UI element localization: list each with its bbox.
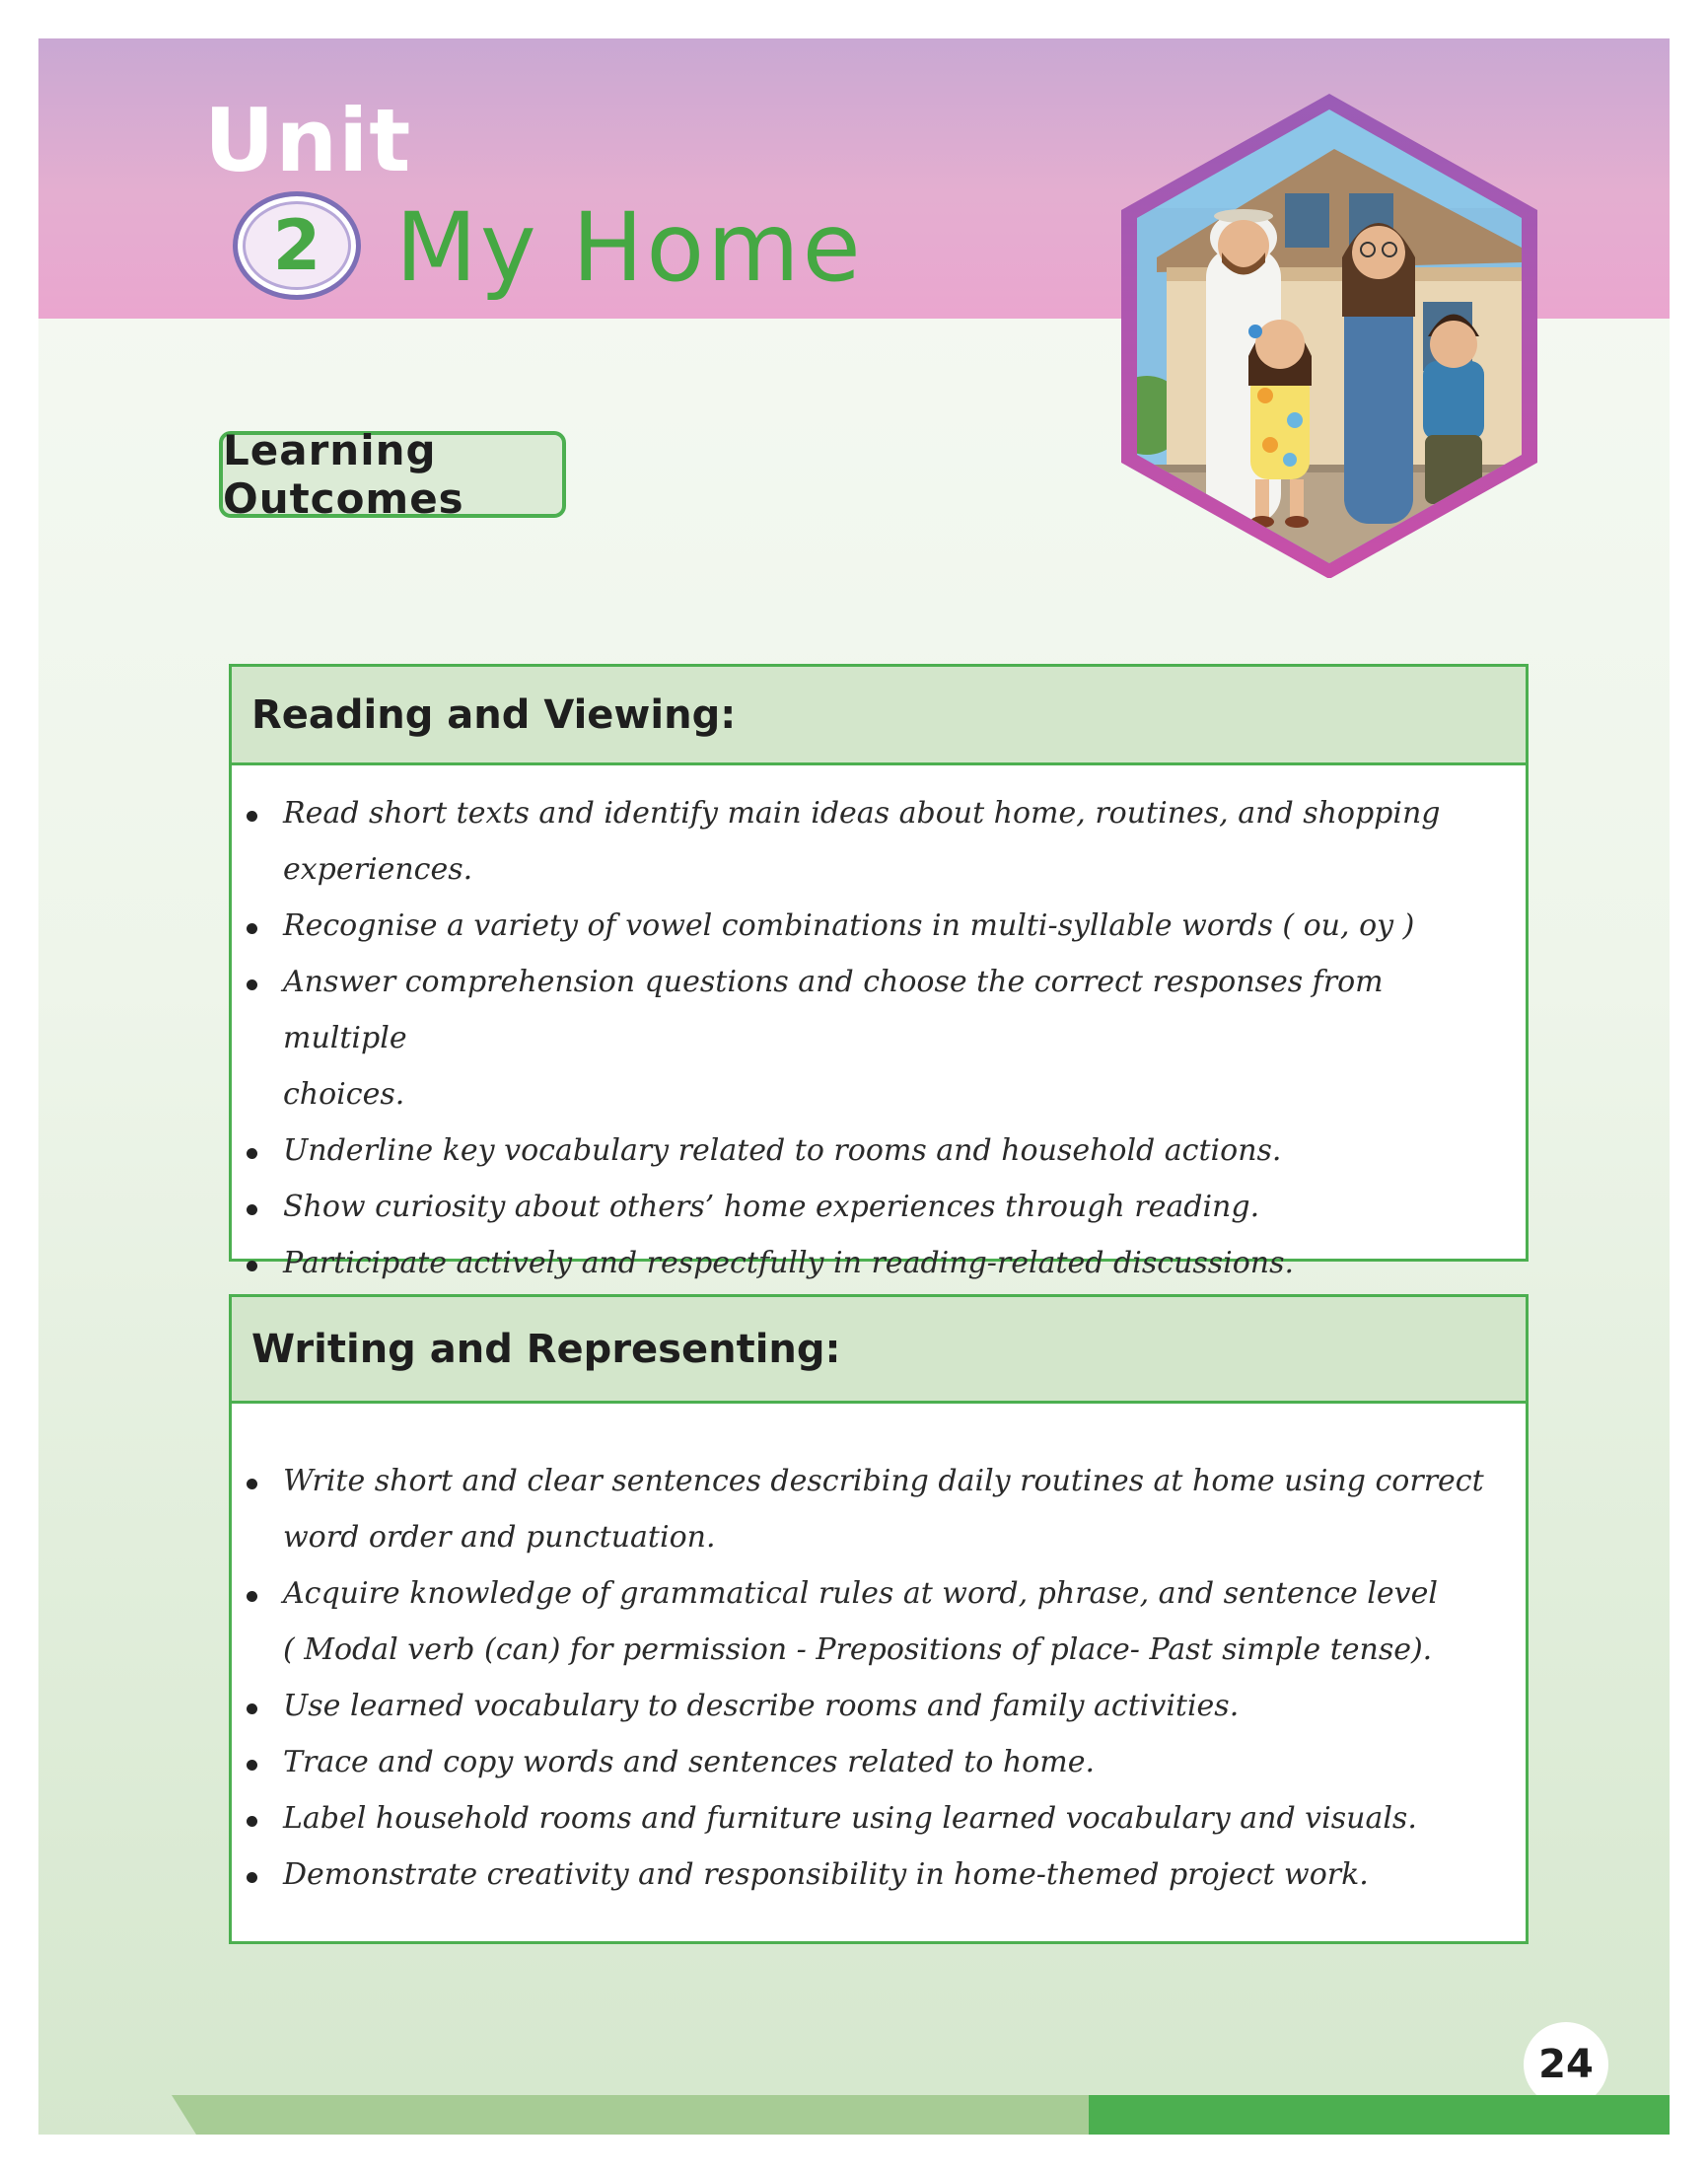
family-illustration (1107, 90, 1551, 578)
list-item: Demonstrate creativity and responsibility in home-themed project work. (232, 1847, 1526, 1903)
unit-number-badge: 2 (233, 191, 361, 300)
footer-stripe-light (172, 2095, 1128, 2135)
list-item: Acquire knowledge of grammatical rules at word, phrase, and sentence level (232, 1565, 1526, 1622)
page (38, 38, 1670, 2135)
writing-representing-list (232, 1404, 1526, 1903)
page-number: 24 (1524, 2022, 1608, 2107)
list-item-continuation: word order and punctuation. (283, 1520, 716, 1555)
footer-stripe-dark (1089, 2095, 1670, 2135)
list-item: Read short texts and identify main ideas about home, routines, and shopping (232, 785, 1526, 841)
list-item: Answer comprehension questions and choose the correct responses from multiple (232, 954, 1526, 1066)
list-item: Underline key vocabulary related to rooms and household actions. (232, 1123, 1526, 1179)
learning-outcomes-label: Learning Outcomes (219, 431, 566, 518)
list-item: Participate actively and respectfully in reading-related discussions. (232, 1235, 1526, 1291)
reading-viewing-title: Reading and Viewing: (232, 667, 1526, 765)
list-item: Trace and copy words and sentences related to home. (232, 1734, 1526, 1790)
reading-viewing-list (232, 765, 1526, 1291)
list-item-continuation: choices. (283, 1077, 405, 1112)
writing-representing-panel (229, 1294, 1529, 1944)
unit-title: My Home (395, 192, 864, 303)
list-item-continuation: ( Modal verb (can) for permission - Prepositions of place- Past simple tense). (283, 1632, 1433, 1667)
unit-label: Unit (204, 90, 412, 191)
list-item-continuation: experiences. (283, 852, 473, 887)
list-item: Label household rooms and furniture using learned vocabulary and visuals. (232, 1790, 1526, 1847)
list-item: Recognise a variety of vowel combinations in multi-syllable words ( ou, oy ) (232, 898, 1526, 954)
list-item: Use learned vocabulary to describe rooms and family activities. (232, 1678, 1526, 1734)
list-item: Write short and clear sentences describing daily routines at home using correct (232, 1453, 1526, 1509)
writing-representing-title: Writing and Representing: (232, 1297, 1526, 1404)
reading-viewing-panel (229, 664, 1529, 1280)
list-item: Show curiosity about others’ home experiences through reading. (232, 1179, 1526, 1235)
